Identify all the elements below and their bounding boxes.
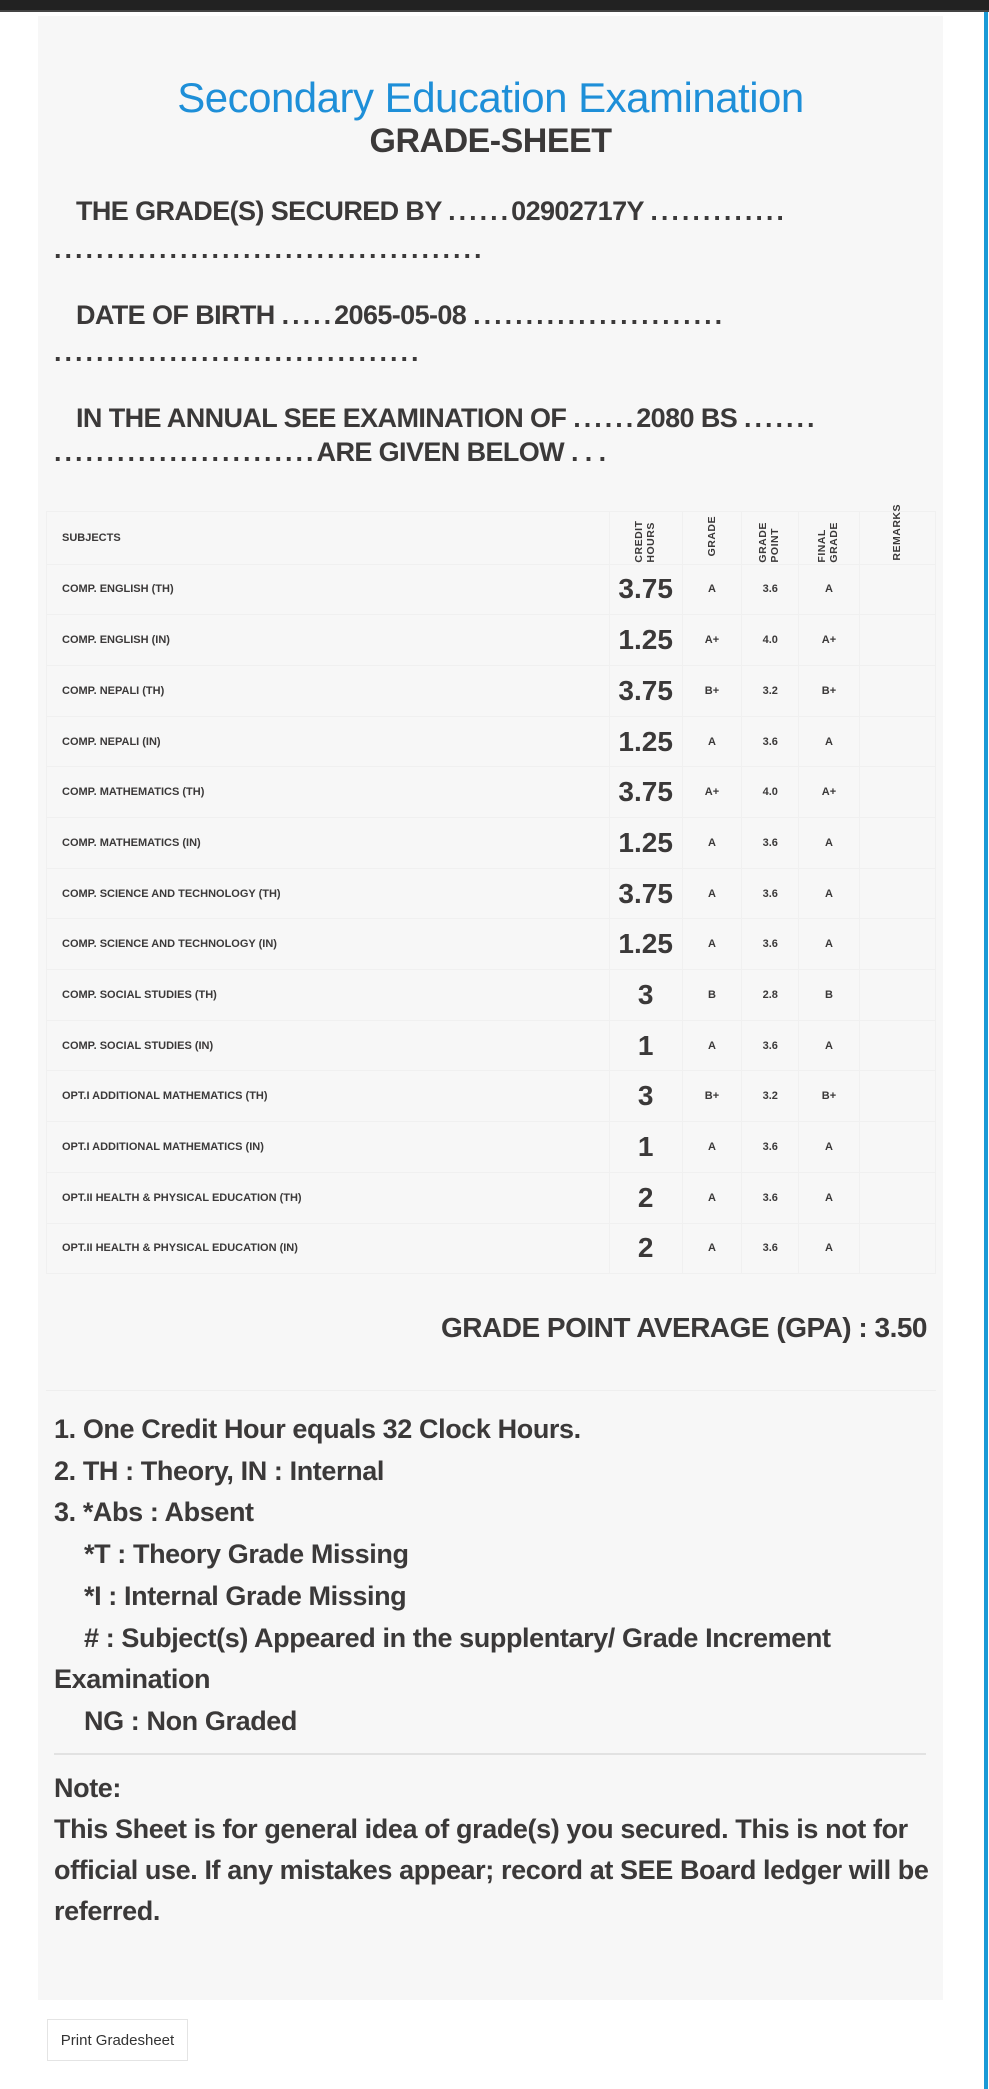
grade-point-cell: 4.0	[742, 615, 799, 666]
grade-point-cell: 3.2	[742, 1071, 799, 1122]
grade-sheet	[38, 16, 943, 2000]
print-gradesheet-button[interactable]: Print Gradesheet	[47, 2019, 188, 2061]
note	[54, 1768, 934, 1932]
table-row	[47, 1223, 936, 1274]
header-credit-hours: CREDIT HOURS	[632, 520, 657, 563]
gpa-value: GRADE POINT AVERAGE (GPA) : 3.50	[441, 1312, 927, 1343]
credit-hours-cell: 1	[609, 1122, 682, 1173]
subject-cell: COMP. NEPALI (IN)	[47, 716, 610, 767]
remarks-cell	[859, 1071, 935, 1122]
remarks-cell	[859, 716, 935, 767]
remarks-cell	[859, 767, 935, 818]
credit-hours-cell: 3.75	[609, 868, 682, 919]
remarks-cell	[859, 818, 935, 869]
grade-point-cell: 3.6	[742, 1172, 799, 1223]
table-row	[47, 665, 936, 716]
final-grade-cell: A+	[799, 767, 859, 818]
remarks-cell	[859, 615, 935, 666]
legend-item: # : Subject(s) Appeared in the supplentary/ Grade Increment	[84, 1622, 831, 1653]
credit-hours-cell: 1.25	[609, 818, 682, 869]
grade-point-cell: 4.0	[742, 767, 799, 818]
subject-cell: COMP. ENGLISH (TH)	[47, 564, 610, 615]
grade-cell: A+	[682, 767, 741, 818]
legend-item: Examination	[54, 1664, 211, 1695]
grade-cell: A	[682, 1122, 741, 1173]
remarks-cell	[859, 1020, 935, 1071]
table-row	[47, 919, 936, 970]
final-grade-cell: B	[799, 970, 859, 1021]
subject-cell: COMP. NEPALI (TH)	[47, 665, 610, 716]
grade-cell: A	[682, 1020, 741, 1071]
table-row	[47, 1122, 936, 1173]
credit-hours-cell: 3.75	[609, 665, 682, 716]
header-remarks: REMARKS	[891, 504, 904, 561]
grade-point-cell: 3.6	[742, 1223, 799, 1274]
table-row	[47, 564, 936, 615]
legend-item: NG : Non Graded	[84, 1705, 298, 1736]
legend-item: 2. TH : Theory, IN : Internal	[54, 1455, 384, 1486]
grade-cell: A	[682, 868, 741, 919]
dots-line: ...................................	[54, 337, 422, 367]
subject-cell: COMP. SOCIAL STUDIES (IN)	[47, 1020, 610, 1071]
final-grade-cell: A	[799, 1172, 859, 1223]
final-grade-cell: B+	[799, 665, 859, 716]
grade-point-cell: 2.8	[742, 970, 799, 1021]
header-grade-point: GRADE POINT	[757, 521, 782, 563]
note-text: This Sheet is for general idea of grade(s) you secured. This is not for official use. If any mistakes appear; record at SEE Board ledger will be referred.	[54, 1814, 929, 1926]
final-grade-cell: A	[799, 1223, 859, 1274]
grade-point-cell: 3.6	[742, 564, 799, 615]
dob-line: DATE OF BIRTH .....2065-05-08 ........................	[76, 300, 726, 330]
sheet-title: GRADE-SHEET	[369, 122, 612, 160]
credit-hours-cell: 1.25	[609, 919, 682, 970]
legend-item: 1. One Credit Hour equals 32 Clock Hours.	[54, 1414, 581, 1444]
header-final-grade: FINAL GRADE	[815, 521, 840, 563]
final-grade-cell: A+	[799, 615, 859, 666]
final-grade-cell: A	[799, 564, 859, 615]
table-row	[47, 970, 936, 1021]
grade-cell: B	[682, 970, 741, 1021]
remarks-cell	[859, 970, 935, 1021]
grade-cell: B+	[682, 1071, 741, 1122]
header-subjects: SUBJECTS	[47, 512, 610, 565]
table-row	[47, 1172, 936, 1223]
subject-cell: OPT.II HEALTH & PHYSICAL EDUCATION (IN)	[47, 1223, 610, 1274]
table-row	[47, 1020, 936, 1071]
grade-point-cell: 3.6	[742, 1020, 799, 1071]
grade-cell: A	[682, 716, 741, 767]
credit-hours-cell: 1.25	[609, 716, 682, 767]
dots-line: .........................................	[54, 234, 485, 264]
exam-title: Secondary Education Examination	[177, 74, 804, 121]
credit-hours-cell: 3.75	[609, 767, 682, 818]
grade-cell: A	[682, 1172, 741, 1223]
subject-cell: COMP. SCIENCE AND TECHNOLOGY (TH)	[47, 868, 610, 919]
subject-cell: OPT.I ADDITIONAL MATHEMATICS (TH)	[47, 1071, 610, 1122]
final-grade-cell: A	[799, 1122, 859, 1173]
remarks-cell	[859, 564, 935, 615]
legend-item: *T : Theory Grade Missing	[84, 1539, 409, 1570]
exam-line-cont: .........................ARE GIVEN BELOW . . .	[54, 437, 606, 467]
legend-item: *I : Internal Grade Missing	[84, 1580, 407, 1611]
credit-hours-cell: 3	[609, 970, 682, 1021]
table-row	[47, 716, 936, 767]
table-row	[47, 767, 936, 818]
exam-year: 2080 BS	[636, 403, 738, 433]
subject-cell: COMP. ENGLISH (IN)	[47, 615, 610, 666]
final-grade-cell: A	[799, 716, 859, 767]
grade-point-cell: 3.6	[742, 818, 799, 869]
grade-cell: A	[682, 919, 741, 970]
table-header-row	[47, 512, 936, 565]
final-grade-cell: A	[799, 868, 859, 919]
top-bar	[0, 0, 989, 12]
grade-point-cell: 3.2	[742, 665, 799, 716]
table-row	[47, 868, 936, 919]
subject-cell: COMP. MATHEMATICS (IN)	[47, 818, 610, 869]
exam-line: IN THE ANNUAL SEE EXAMINATION OF ......2080 BS .......	[76, 403, 818, 433]
grade-point-cell: 3.6	[742, 716, 799, 767]
credit-hours-cell: 2	[609, 1172, 682, 1223]
grades-table	[46, 504, 936, 1274]
credit-hours-cell: 3	[609, 1071, 682, 1122]
final-grade-cell: A	[799, 919, 859, 970]
subject-cell: COMP. SOCIAL STUDIES (TH)	[47, 970, 610, 1021]
subject-cell: OPT.I ADDITIONAL MATHEMATICS (IN)	[47, 1122, 610, 1173]
grade-point-cell: 3.6	[742, 919, 799, 970]
dob-value: 2065-05-08	[334, 300, 467, 330]
subject-cell: COMP. MATHEMATICS (TH)	[47, 767, 610, 818]
secured-by-line: THE GRADE(S) SECURED BY ......02902717Y .............	[76, 196, 787, 226]
remarks-cell	[859, 665, 935, 716]
subject-cell: OPT.II HEALTH & PHYSICAL EDUCATION (TH)	[47, 1172, 610, 1223]
table-row	[47, 818, 936, 869]
remarks-cell	[859, 919, 935, 970]
final-grade-cell: A	[799, 1020, 859, 1071]
remarks-cell	[859, 1122, 935, 1173]
grade-cell: B+	[682, 665, 741, 716]
credit-hours-cell: 3.75	[609, 564, 682, 615]
grade-cell: A	[682, 818, 741, 869]
grade-point-cell: 3.6	[742, 868, 799, 919]
remarks-cell	[859, 1223, 935, 1274]
right-accent-border	[984, 12, 988, 2089]
grade-point-cell: 3.6	[742, 1122, 799, 1173]
grade-cell: A	[682, 1223, 741, 1274]
symbol-number: 02902717Y	[511, 196, 644, 226]
legend-list	[54, 1409, 934, 1743]
divider	[54, 1753, 926, 1755]
credit-hours-cell: 2	[609, 1223, 682, 1274]
table-row	[47, 1071, 936, 1122]
table-row	[47, 615, 936, 666]
grade-cell: A+	[682, 615, 741, 666]
legend-item: 3. *Abs : Absent	[54, 1497, 254, 1528]
credit-hours-cell: 1.25	[609, 615, 682, 666]
divider	[46, 1390, 936, 1391]
subject-cell: COMP. SCIENCE AND TECHNOLOGY (IN)	[47, 919, 610, 970]
grade-cell: A	[682, 564, 741, 615]
note-label: Note:	[54, 1773, 121, 1803]
remarks-cell	[859, 868, 935, 919]
credit-hours-cell: 1	[609, 1020, 682, 1071]
final-grade-cell: A	[799, 818, 859, 869]
final-grade-cell: B+	[799, 1071, 859, 1122]
header-grade: GRADE	[705, 516, 718, 557]
remarks-cell	[859, 1172, 935, 1223]
